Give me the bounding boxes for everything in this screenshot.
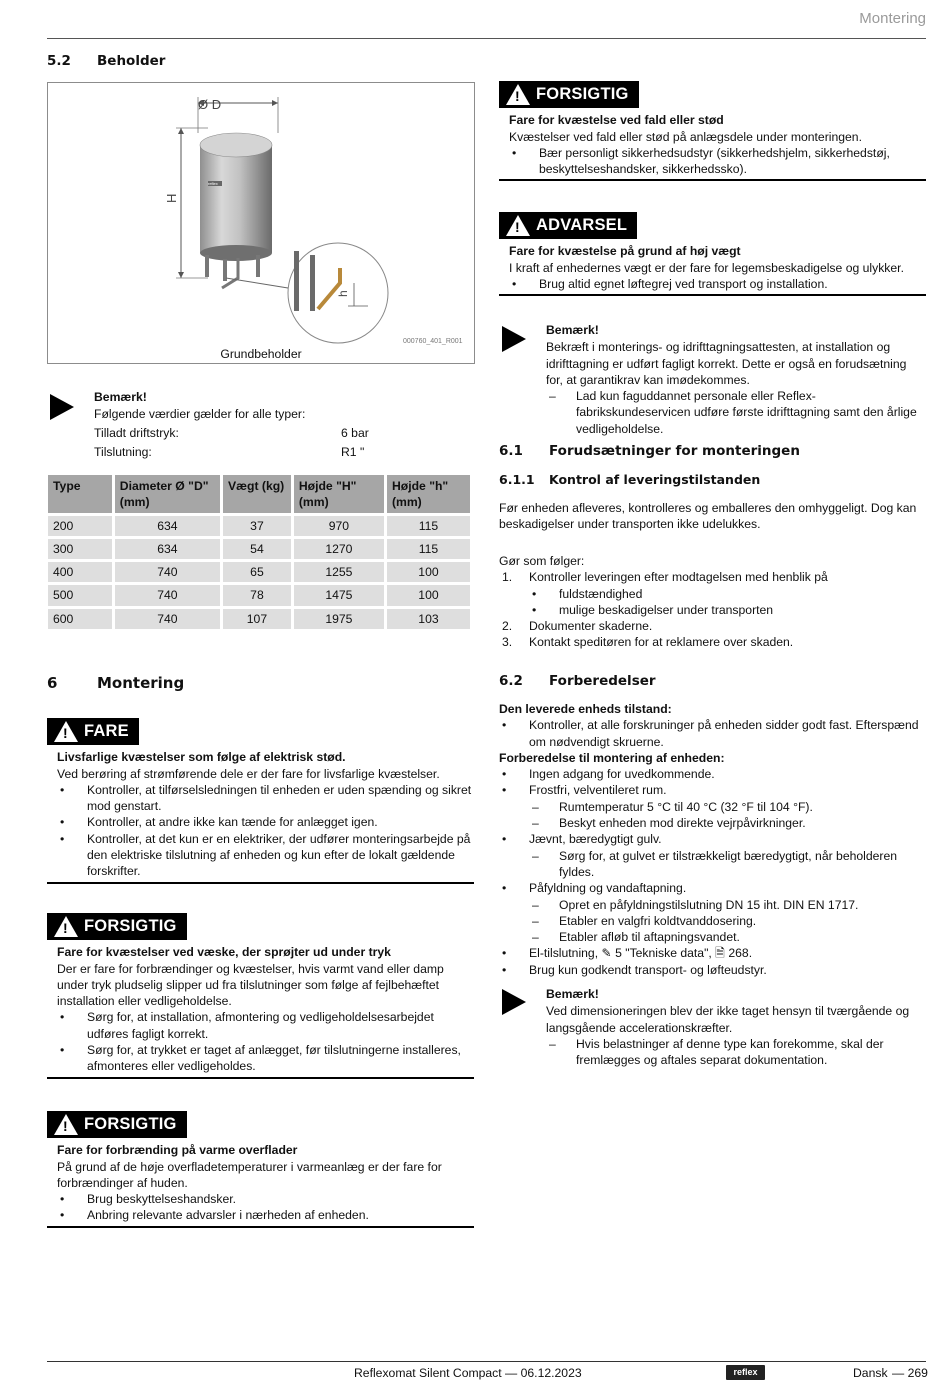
note-text: Følgende værdier gælder for alle typer: xyxy=(94,407,306,422)
section-6-heading: 6 Montering xyxy=(47,674,185,692)
note-text: Bekræft i monterings- og idrifttagningsattesten, at installation og idrifttagning er udført fagligt korrekt. Dette er også en forudsætning for, at garantikrav kan imødekommes. xyxy=(546,340,907,387)
list-item: • Bær personligt sikkerhedsudstyr (sikkerhedshjelm, sikkerhedstøj, beskyttelseshandsker, sikkerhedssko). xyxy=(512,145,890,177)
prep-heading: Den leverede enheds tilstand: xyxy=(499,702,672,716)
paragraph-delivery: Før enheden afleveres, kontrolleres og emballeres den omhyggeligt. Dog kan beskadigelser under transporten ikke udelukkes. xyxy=(499,501,917,532)
table-row: 600 740 107 1975 103 xyxy=(48,609,470,629)
warning-triangle-icon: ! xyxy=(54,721,78,742)
warning-title: Fare for kvæstelser ved væske, der sprøjter ud under tryk xyxy=(57,945,391,960)
warning-label: ! FORSIGTIG xyxy=(47,913,187,940)
warning-forsigtig-hot xyxy=(47,1111,474,1228)
warning-label: ! FORSIGTIG xyxy=(499,81,639,108)
warning-title: Livsfarlige kvæstelser som følge af elektrisk stød. xyxy=(57,750,346,765)
warning-triangle-icon: ! xyxy=(506,84,530,105)
list-item: • Kontroller, at det kun er en elektriker, der udfører monteringsarbejde på den elektriske tilslutning af enheden og kun efter de lokalt gældende forskrifter. xyxy=(60,831,471,879)
warning-label: ! FARE xyxy=(47,718,139,745)
warning-forsigtig-fall xyxy=(499,81,926,181)
note-arrow-icon xyxy=(502,326,526,352)
list-item: • Jævnt, bæredygtigt gulv. xyxy=(502,832,662,847)
sub-item: • mulige beskadigelser under transporten xyxy=(532,602,774,617)
footer-rule xyxy=(47,1361,926,1362)
list-item: • Kontroller, at alle forskruninger på enheden sidder godt fast. Efterspænd om nødvendigt skruerne. xyxy=(502,718,919,749)
section-6-2-heading: 6.2 Forberedelser xyxy=(499,673,656,689)
step-item: 3. Kontakt speditøren for at reklamere over skaden. xyxy=(502,635,794,650)
footer-language: Dansk xyxy=(853,1366,888,1380)
dash-item: – Hvis belastninger af denne type kan forekomme, skal der fremlægges og aftales separat dokumentation. xyxy=(549,1036,884,1068)
warning-triangle-icon: ! xyxy=(54,916,78,937)
dash-item: – Beskyt enheden mod direkte vejrpåvirkninger. xyxy=(532,816,806,831)
warning-title: Fare for kvæstelse ved fald eller stød xyxy=(509,113,724,128)
figure-caption: Grundbeholder xyxy=(220,347,302,361)
tank-illustration xyxy=(48,83,474,363)
sub-item: • fuldstændighed xyxy=(532,586,643,601)
table-row: 200 634 37 970 115 xyxy=(48,516,470,536)
figure-frame xyxy=(47,82,475,364)
warning-label: ! FORSIGTIG xyxy=(47,1111,187,1138)
warning-intro: Der er fare for forbrændinger og kvæstelser, hvis varmt vand eller damp under tryk pludselig slipper ud fra tilslutninger som følge af fejlbehæftet installation eller vedligeholdelse. xyxy=(57,961,444,1009)
warning-title: Fare for forbrænding på varme overflader xyxy=(57,1143,298,1158)
note-text: Ved dimensioneringen blev der ikke taget hensyn til tværgående og langsgående accelerationskræfter. xyxy=(546,1004,910,1035)
tank-logo: reflex xyxy=(208,181,218,186)
prep-heading: Forberedelse til montering af enheden: xyxy=(499,750,725,765)
list-item: • Brug altid egnet løftegrej ved transport og installation. xyxy=(512,276,828,291)
warning-title: Fare for kvæstelse på grund af høj vægt xyxy=(509,244,741,259)
note-arrow-icon xyxy=(502,989,526,1015)
dash-item: – Sørg for, at gulvet er tilstrækkeligt bæredygtigt, når beholderen fyldes. xyxy=(532,848,898,879)
column-header: Vægt (kg) xyxy=(223,475,291,513)
warning-forsigtig-pressure xyxy=(47,913,474,1079)
note-2 xyxy=(546,322,926,437)
warning-intro: Kvæstelser ved fald eller stød på anlægsdele under monteringen. xyxy=(509,129,862,144)
dash-item: – Lad kun faguddannet personale eller Reflex-fabrikskundeservicen udføre første idrifttagning samt den årlige vedligeholdelse. xyxy=(549,389,917,436)
list-item-link[interactable]: • El-tilslutning, ✎ 5 "Tekniske data", 🗎 268. xyxy=(502,946,753,961)
table-row: 500 740 78 1475 100 xyxy=(48,585,470,605)
preparations xyxy=(499,701,926,978)
table-row: 300 634 54 1270 115 xyxy=(48,539,470,559)
warning-intro: I kraft af enhedernes vægt er der fare for legemsbeskadigelse og ulykker. xyxy=(509,260,904,275)
dimension-small-h-label: h xyxy=(336,290,350,297)
note-row: Tilslutning: R1 " xyxy=(94,444,365,459)
steps-list xyxy=(499,553,926,651)
dimension-d-label: Ø D xyxy=(198,97,222,112)
dash-item: – Opret en påfyldningstilslutning DN 15 iht. DIN EN 1717. xyxy=(532,897,859,912)
warning-triangle-icon: ! xyxy=(54,1114,78,1135)
running-header: Montering xyxy=(859,10,926,27)
table-row: 400 740 65 1255 100 xyxy=(48,562,470,582)
section-6-1-1-heading: 6.1.1 Kontrol af leveringstilstanden xyxy=(499,472,761,487)
spec-table xyxy=(45,472,473,632)
list-item: • Brug beskyttelseshandsker. xyxy=(60,1192,237,1207)
list-item: • Sørg for, at trykket er taget af anlægget, før tilslutningerne installeres, afmonteres eller vedligeholdes. xyxy=(60,1043,461,1074)
section-5-2-heading: 5.2 Beholder xyxy=(47,53,166,69)
list-item: • Brug kun godkendt transport- og løfteudstyr. xyxy=(502,962,767,977)
dash-item: – Etabler en valgfri koldtvanddosering. xyxy=(532,913,757,928)
column-header: Højde "H" (mm) xyxy=(294,475,384,513)
list-item: • Anbring relevante advarsler i nærheden af enheden. xyxy=(60,1208,369,1223)
step-item: 1. Kontroller leveringen efter modtagelsen med henblik på xyxy=(502,570,828,585)
note-title: Bemærk! xyxy=(94,390,147,404)
warning-intro: Ved berøring af strømførende dele er der fare for livsfarlige kvæstelser. xyxy=(57,766,440,781)
figure-id: 000760_401_R001 xyxy=(403,338,463,345)
list-item: • Kontroller, at tilførselsledningen til enheden er uden spænding og sikret mod genstart. xyxy=(60,782,472,814)
warning-advarsel xyxy=(499,212,926,296)
warning-label: ! ADVARSEL xyxy=(499,212,637,239)
column-header: Type xyxy=(48,475,112,513)
list-item: • Påfyldning og vandaftapning. xyxy=(502,881,687,896)
note-arrow-icon xyxy=(50,394,74,420)
column-header: Diameter Ø "D" (mm) xyxy=(115,475,220,513)
header-rule xyxy=(47,38,926,39)
warning-fare xyxy=(47,718,474,884)
footer-document: Reflexomat Silent Compact — 06.12.2023 xyxy=(354,1366,582,1380)
steps-intro: Gør som følger: xyxy=(499,554,585,568)
list-item: • Kontroller, at andre ikke kan tænde for anlægget igen. xyxy=(60,815,378,830)
step-item: 2. Dokumenter skaderne. xyxy=(502,619,653,634)
note-1 xyxy=(94,389,474,460)
warning-intro: På grund af de høje overfladetemperaturer i varmeanlæg er der fare for forbrændinger af huden. xyxy=(57,1159,442,1190)
note-row: Tilladt driftstryk: 6 bar xyxy=(94,425,369,440)
table-header-row xyxy=(48,475,470,513)
warning-triangle-icon: ! xyxy=(506,215,530,236)
column-header: Højde "h" (mm) xyxy=(387,475,470,513)
dash-item: – Rumtemperatur 5 °C til 40 °C (32 °F til 104 °F). xyxy=(532,799,813,814)
list-item: • Sørg for, at installation, afmontering og vedligeholdelsesarbejdet udføres fagligt korrekt. xyxy=(60,1010,434,1041)
section-6-1-heading: 6.1 Forudsætninger for monteringen xyxy=(499,443,800,459)
note-3 xyxy=(546,986,926,1068)
page-number: — 269 xyxy=(892,1366,928,1380)
list-item: • Ingen adgang for uvedkommende. xyxy=(502,767,715,782)
note-title: Bemærk! xyxy=(546,987,599,1001)
dash-item: – Etabler afløb til aftapningsvandet. xyxy=(532,930,740,945)
reflex-logo: reflex xyxy=(726,1365,765,1380)
list-item: • Frostfri, velventileret rum. xyxy=(502,783,667,798)
note-title: Bemærk! xyxy=(546,323,599,337)
dimension-h-label: H xyxy=(164,193,179,203)
